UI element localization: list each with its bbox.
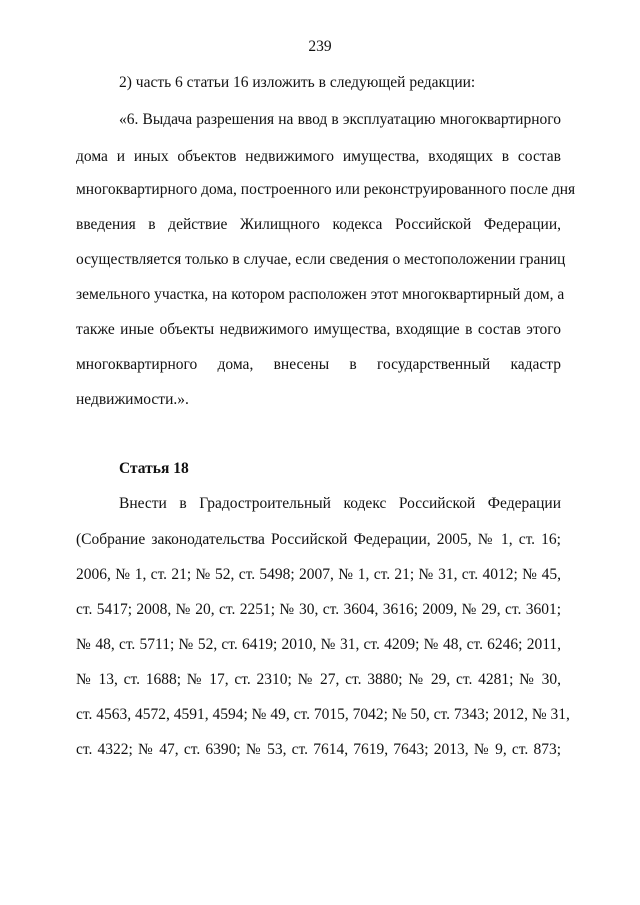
quote-line: недвижимости.». [76, 391, 189, 408]
article-line: ст. 5417; 2008, № 20, ст. 2251; № 30, ст. 3604, 3616; 2009, № 29, ст. 3601; [76, 601, 561, 618]
article-line: 2006, № 1, ст. 21; № 52, ст. 5498; 2007, № 1, ст. 21; № 31, ст. 4012; № 45, [76, 566, 561, 583]
article-line: № 13, ст. 1688; № 17, ст. 2310; № 27, ст. 3880; № 29, ст. 4281; № 30, [76, 671, 561, 688]
quote-line: земельного участка, на котором расположен этот многоквартирный дом, а [76, 286, 565, 303]
article-line: Внести в Градостроительный кодекс Российской Федерации [119, 495, 561, 512]
quote-line: также иные объекты недвижимого имущества, входящие в состав этого [76, 321, 561, 338]
quote-line: «6. Выдача разрешения на ввод в эксплуатацию многоквартирного [119, 111, 561, 128]
article-heading: Статья 18 [119, 460, 189, 477]
intro-paragraph: 2) часть 6 статьи 16 изложить в следующей редакции: [119, 74, 476, 91]
article-line: ст. 4563, 4572, 4591, 4594; № 49, ст. 7015, 7042; № 50, ст. 7343; 2012, № 31, [76, 706, 570, 723]
article-line: № 48, ст. 5711; № 52, ст. 6419; 2010, № 31, ст. 4209; № 48, ст. 6246; 2011, [76, 636, 561, 653]
quote-line: введения в действие Жилищного кодекса Российской Федерации, [76, 216, 561, 233]
quote-line: дома и иных объектов недвижимого имущества, входящих в состав [76, 148, 561, 165]
quote-line: многоквартирного дома, построенного или реконструированного после дня [76, 181, 576, 198]
article-line: ст. 4322; № 47, ст. 6390; № 53, ст. 7614, 7619, 7643; 2013, № 9, ст. 873; [76, 741, 561, 758]
page-number: 239 [308, 38, 332, 55]
article-line: (Собрание законодательства Российской Федерации, 2005, № 1, ст. 16; [76, 531, 561, 548]
quote-line: осуществляется только в случае, если сведения о местоположении границ [76, 251, 566, 268]
quote-line: многоквартирного дома, внесены в государственный кадастр [76, 356, 561, 373]
